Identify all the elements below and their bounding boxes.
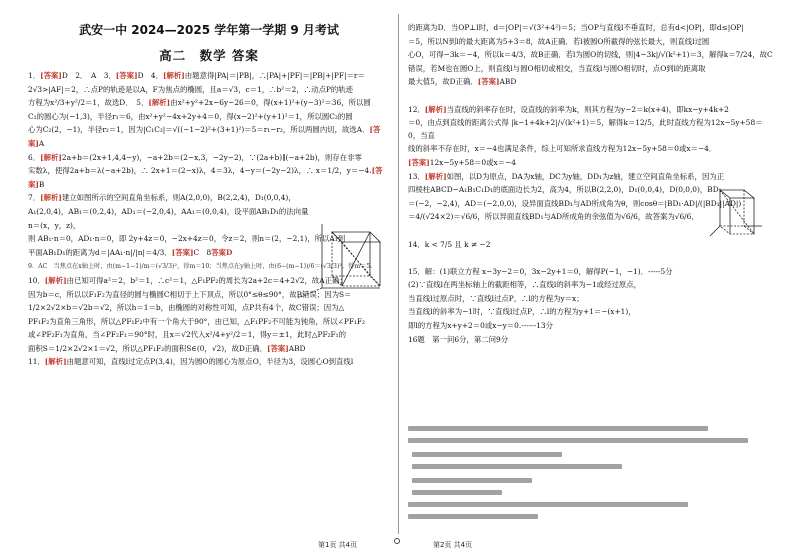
answer-text: A₁(2,0,4)，AB₁＝(0,2,4)，AD₁＝(−2,0,4)，AA₁＝(0,0,4)，设平面AB₁D₁的法向量 bbox=[28, 206, 309, 216]
scan-line bbox=[408, 438, 748, 443]
answer-text: 13． bbox=[408, 171, 425, 181]
scan-line bbox=[412, 478, 532, 483]
scan-line bbox=[412, 490, 502, 495]
answer-text: D 4． bbox=[137, 71, 163, 80]
answer-text: B bbox=[38, 179, 45, 189]
answer-line bbox=[408, 49, 774, 62]
answer-text: ＝4/(√24×2)＝√6/6，所以异面直线BD₁与AD所成角的余弦值为√6/6，故答案为√6/6． bbox=[408, 212, 699, 222]
binding-dot bbox=[394, 538, 400, 544]
answer-tag: [解析] bbox=[40, 152, 62, 162]
answer-line bbox=[408, 117, 774, 142]
answer-text: 当直线l过原点时，∵直线l过点P，∴l的方程为y＝x； bbox=[408, 293, 584, 303]
answer-text: C₁的圆心为(−1,3)，半径r₁＝6，由x²+y²−4x+2y+4＝0，得(x−2)²+(y+1)²＝1，所以圆C₂的圆 bbox=[28, 111, 353, 121]
answer-text: A bbox=[38, 138, 45, 148]
answer-text: 由题意得|PA|＝|PB|，∴|PA|+|PF|＝|PB|+|PF|＝r＝ bbox=[184, 71, 365, 80]
answer-text: 16题 第一问6分，第二问9分 bbox=[408, 334, 509, 344]
answer-text: 由已知可得a²＝2，b²＝1，∴c²＝1，△F₁PF₂的周长为2a+2c＝4+2√2，故A正确； bbox=[66, 275, 347, 285]
answer-line bbox=[28, 165, 390, 178]
answer-line bbox=[408, 266, 774, 279]
answer-text: 实数λ，使得2a+b＝λ(−a+2b)，∴ 2x+1＝(2−x)λ，4＝3λ，4−y＝(−2y−2)λ，∴ x＝1/2，y＝−4 bbox=[28, 166, 370, 176]
answer-tag: [答案] bbox=[477, 77, 500, 87]
scan-line bbox=[408, 514, 538, 519]
scan-line bbox=[412, 452, 562, 457]
answer-text: 12． bbox=[408, 104, 425, 114]
answer-text: 心为C₂(2，−1)，半径r₂＝1，因为|C₁C₂|＝√((−1−2)²+(3+1)²)＝5＝r₁−r₂，所以两圆内切，故选A． bbox=[28, 125, 370, 135]
answer-tag: 案] bbox=[28, 179, 39, 189]
answer-tag: [解析] bbox=[148, 98, 171, 108]
answer-tag: [解析] bbox=[424, 104, 447, 114]
answer-tag: .[答 bbox=[369, 166, 383, 176]
answer-line bbox=[28, 356, 390, 369]
answer-tag: [解析] bbox=[44, 275, 67, 285]
answer-text: 由题意可知，直线l过定点P(3,4)，因为圆O的圆心为原点O，半径为3，设圆心O到直线l bbox=[66, 357, 354, 367]
answer-line bbox=[408, 76, 774, 89]
answer-text: 12x−5y+58＝0或x＝−4 bbox=[429, 157, 516, 167]
answer-text: ＝0，由点到直线的距离公式得 |k−1+4k+2|/√(k²+1)＝5，解得k＝12/5，此时直线方程为12x−5y+58＝0，当直 bbox=[408, 118, 763, 140]
answer-tag: [解析] bbox=[44, 357, 67, 367]
prism-figure bbox=[708, 182, 764, 240]
answer-line bbox=[28, 138, 390, 151]
answer-tag: [解析] bbox=[40, 193, 62, 203]
scan-line bbox=[412, 464, 622, 469]
answer-line bbox=[28, 97, 390, 110]
answer-tag: [答案] bbox=[408, 157, 430, 167]
answer-text: 15．解：(1)联立方程 x−3y−2＝0，3x−2y+1＝0，解得P(−1，−1)．-----5分 bbox=[408, 266, 673, 276]
answer-text: 1/2×2√2×b＝√2b＝√2，所以h＝1＝b，由椭圆的对称性可知，点P共有4个，故C错误；因为△ bbox=[28, 303, 345, 313]
answer-line bbox=[28, 179, 390, 192]
answer-line bbox=[408, 252, 774, 265]
answer-text: (2)∵直线l在两坐标轴上的截距相等，∴直线l的斜率为−1或经过原点， bbox=[408, 280, 642, 290]
answer-line bbox=[28, 302, 390, 315]
answer-text: 14．k < 7/5 且 k ≠ −2 bbox=[408, 239, 491, 249]
answer-tag: [答案] bbox=[171, 247, 194, 257]
answer-line bbox=[408, 36, 774, 49]
scan-line bbox=[408, 426, 708, 431]
answer-line bbox=[408, 157, 774, 170]
answer-text: ABD bbox=[499, 77, 517, 87]
scan-line bbox=[408, 502, 688, 507]
answer-text: 平面AB₁D₁的距离为d＝|AA₁·n|/|n|＝4/3． bbox=[28, 247, 172, 257]
answer-text: 面积S＝1/2×2√2×1＝√2，所以△PF₁F₂的面积S∈(0，√2)，故D正确． bbox=[28, 343, 267, 353]
exam-title: 武安一中 2024—2025 学年第一学期 9 月考试 bbox=[79, 23, 339, 37]
answer-text: 因为b＝c，所以以F₁F₂为直径的圆与椭圆C相切于上下顶点，所以0°≤θ≤90°，故B错误；因为S＝ bbox=[28, 289, 352, 299]
answer-text: C 8 bbox=[193, 247, 212, 257]
answer-line bbox=[408, 22, 774, 35]
answer-line bbox=[408, 104, 774, 117]
answer-line bbox=[28, 316, 390, 329]
answer-line bbox=[28, 124, 390, 137]
answer-line bbox=[408, 334, 774, 347]
answer-line bbox=[408, 279, 774, 292]
answer-line bbox=[408, 143, 774, 156]
answer-text: 由x²+y²+2x−6y−26＝0，得(x+1)²+(y−3)²＝36，所以圆 bbox=[170, 98, 371, 108]
answer-line bbox=[28, 111, 390, 124]
left-column bbox=[28, 22, 390, 370]
answer-text: 10． bbox=[28, 275, 45, 285]
answer-text: 7． bbox=[28, 193, 41, 203]
answer-text: 错误，若M也在圆O上，则直线l与圆O相切或相交，当直线l与圆O相切时，点O到l的距离取 bbox=[408, 63, 706, 73]
answer-tag: [答 bbox=[369, 125, 381, 135]
answer-text: 四棱柱ABCD−A₁B₁C₁D₁的底面边长为2，高为4，所以B(2,2,0)，D₁(0,0,4)，D(0,0,0)，BD₁ bbox=[408, 185, 722, 195]
answer-text: 最大值5，故D正确． bbox=[408, 77, 478, 87]
answer-text: 6． bbox=[28, 152, 41, 162]
answer-line bbox=[28, 206, 390, 219]
answer-text: 线的斜率不存在时，x＝−4也满足条件，综上可知所求直线方程为12x−5y+58＝0或x＝−4． bbox=[408, 144, 717, 154]
answer-text: 即l的方程为x+y+2＝0或x−y＝0.------13分 bbox=[408, 321, 553, 331]
answer-text: 11． bbox=[28, 357, 45, 367]
answer-text: 如图，以D为原点，DA为x轴，DC为y轴，DD₁为z轴，建立空间直角坐标系，因为正 bbox=[446, 171, 725, 181]
answer-line bbox=[28, 152, 390, 165]
answer-line bbox=[408, 306, 774, 319]
answer-text: 方程为x²/3+y²/2＝1，故选D． 5． bbox=[28, 98, 149, 108]
answer-line bbox=[28, 192, 390, 205]
answer-line bbox=[28, 343, 390, 356]
column-divider bbox=[398, 14, 399, 534]
answer-text: PF₁F₂为直角三角形，所以△PF₁F₂中有一个角大于90°，由已知，△F₁PF₂不可能为钝角，所以∠PF₁F₂ bbox=[28, 316, 365, 326]
answer-text: 1． bbox=[28, 71, 41, 80]
answer-text: 的距离为D．当OP⊥l时，d＝|OP|＝√(3²+4²)＝5；当OP与直线l不垂直时，总有d<|OP|，即d≤|OP| bbox=[408, 23, 744, 32]
answer-line bbox=[28, 84, 390, 97]
answer-tag: [解析] bbox=[424, 171, 447, 181]
answer-text: 当直线l的斜率为−1时，∵直线l过点P，∴l的方程为y+1＝−(x+1)， bbox=[408, 307, 636, 317]
answer-tag: [答案] bbox=[267, 343, 289, 353]
answer-line bbox=[408, 293, 774, 306]
answer-line bbox=[408, 63, 774, 76]
answer-line bbox=[408, 239, 774, 252]
exam-subtitle: 高二 数学 答案 bbox=[159, 48, 259, 63]
answer-tag: [答案] bbox=[115, 71, 138, 80]
answer-note: 9．AC 当焦点在x轴上时，由(m−1−1)/m＝(√3/3)²，得m＝10；当焦点在y轴上时，由(6−(m−1))/6＝(√3/3)²，得m＝5． bbox=[28, 263, 377, 271]
answer-tag: [答案] bbox=[40, 71, 62, 80]
answer-text: 2a+b＝(2x+1,4,4−y)，−a+2b＝(2−x,3，−2y−2)，∵(2a+b)∥(−a+2b)，则存在非零 bbox=[61, 152, 362, 162]
answer-text: ABD bbox=[288, 343, 306, 353]
page-number-1: 第1页 共4页 bbox=[318, 541, 358, 549]
answer-text: 2√3>|AF|＝2，∴点P的轨迹是以A，F为焦点的椭圆，且a＝√3，c＝1，∴b²＝2，∴动点P的轨迹 bbox=[28, 84, 354, 94]
answer-line bbox=[408, 320, 774, 333]
answer-text: 则 AB₁·n＝0，AD₁·n＝0，即 2y+4z＝0，−2x+4z＝0，令z＝2，则n＝(2，−2,1)，所以A₁到 bbox=[28, 234, 346, 244]
answer-text: n＝(x，y，z)， bbox=[28, 220, 81, 230]
answer-text: 心O，可得−3k＝−4，所以k＝4/3，故B正确．若l为圆O的切线，则|4−3k|/√(k²+1)＝3，解得k＝7/24，故C bbox=[408, 50, 773, 60]
answer-line bbox=[28, 70, 390, 83]
answer-text: ＝5，所以N到l的最大距离为5+3＝8，故A正确．若l被圆O所截得的弦长最大，则直线l过圆 bbox=[408, 36, 710, 46]
answer-text: 或∠PF₂F₁为直角，当∠PF₂F₁＝90°时，且x＝√2代入x²/4+y²/2＝1，得y＝±1，此时△PF₂F₁的 bbox=[28, 330, 347, 340]
answer-text: ＝(−2，−2,4)，AD＝(−2,0,0)，设异面直线BD₁与AD所成角为θ，则cosθ＝|BD₁·AD|/(|BD₁||AD|) bbox=[408, 198, 742, 208]
answer-tag: [解析] bbox=[163, 71, 185, 80]
answer-line bbox=[28, 329, 390, 342]
cuboid-figure bbox=[292, 218, 390, 300]
page-number-2: 第2页 共4页 bbox=[433, 541, 473, 549]
answer-tag: 案] bbox=[28, 138, 39, 148]
answer-text: D 2． A 3． bbox=[61, 71, 116, 80]
answer-tag: 答案D bbox=[211, 247, 233, 257]
answer-text: 建立如图所示的空间直角坐标系，则A(2,0,0)，B(2,2,4)，D₁(0,0,4)， bbox=[61, 193, 296, 203]
answer-text: 当直线的斜率存在时，设直线的斜率为k，则其方程为y−2＝k(x+4)，即kx−y+4k+2 bbox=[446, 104, 729, 114]
problem16-scan bbox=[408, 420, 774, 528]
answer-line bbox=[408, 90, 774, 103]
